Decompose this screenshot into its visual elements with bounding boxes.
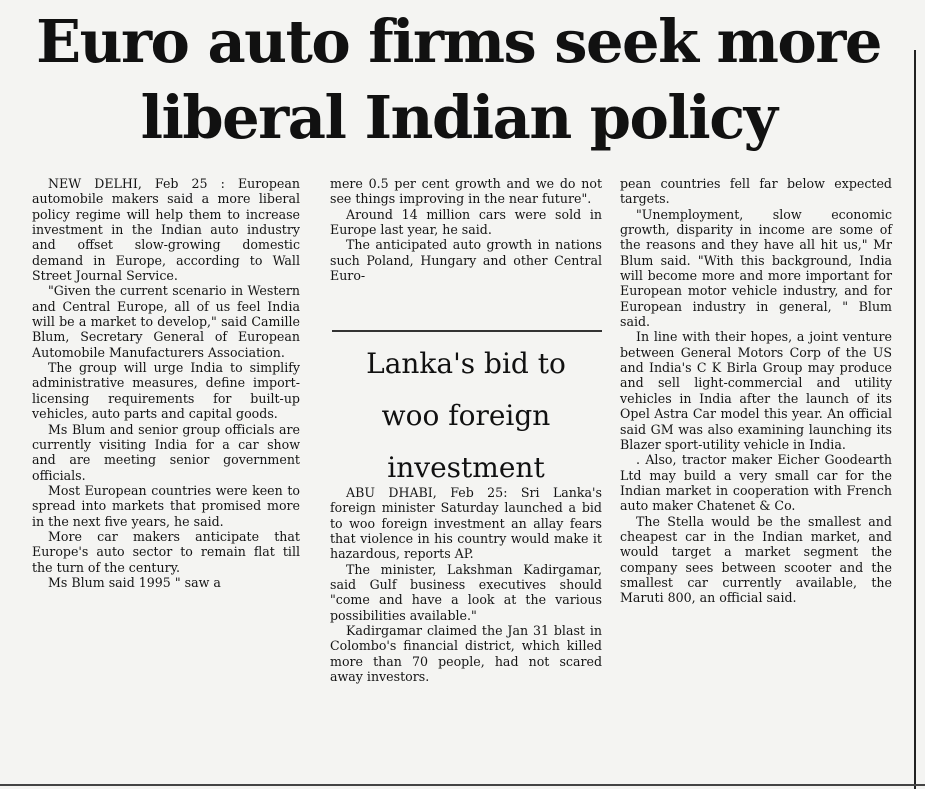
column-rule-right xyxy=(914,50,916,789)
article-paragraph: Ms Blum and senior group officials are currently visiting India for a car show and are meeting senior government officials. xyxy=(32,421,300,483)
article-paragraph: The minister, Lakshman Kadirgamar, said Gulf business executives should "come and have a look at the various possibilities available." xyxy=(330,561,602,623)
article-paragraph: Kadirgamar claimed the Jan 31 blast in Colombo's financial district, which killed more than 70 people, had not scared away investors. xyxy=(330,623,602,685)
article-paragraph: The Stella would be the smallest and cheapest car in the Indian market, and would target a market segment the company sees between scooter and the smallest car currently available, the Maruti 800, an official said. xyxy=(620,513,892,606)
article-paragraph: The anticipated auto growth in nations such Poland, Hungary and other Central Euro- xyxy=(330,237,602,284)
sub-headline-line-3: investment xyxy=(387,451,545,484)
article-paragraph: . Also, tractor maker Eicher Goodearth Ltd may build a very small car for the Indian market in cooperation with French auto maker Chatenet & Co. xyxy=(620,452,892,514)
article-paragraph: "Given the current scenario in Western and Central Europe, all of us feel India will be a market to develop," said Camille Blum, Secretary General of European Automobile Manufacturers Association. xyxy=(32,283,300,360)
article-paragraph: Around 14 million cars were sold in Europe last year, he said. xyxy=(330,206,602,238)
article-paragraph: More car makers anticipate that Europe's auto sector to remain flat till the turn of the century. xyxy=(32,528,300,575)
headline-line-1: Euro auto firms seek more xyxy=(36,7,881,76)
sub-story-body xyxy=(330,485,602,684)
article-paragraph: ABU DHABI, Feb 25: Sri Lanka's foreign minister Saturday launched a bid to woo foreign investment an allay fears that violence in his country would make it hazardous, reports AP. xyxy=(330,485,602,562)
sub-story-divider xyxy=(332,330,602,332)
headline-line-2: liberal Indian policy xyxy=(140,83,777,152)
article-paragraph: In line with their hopes, a joint venture between General Motors Corp of the US and India's C K Birla Group may produce and sell light-commercial and utility vehicles in India after the launch of its Opel Astra Car model this year. An official said GM was also examining launching its Blazer sport-utility vehicle in India. xyxy=(620,329,892,452)
main-headline xyxy=(6,4,911,156)
article-paragraph: Ms Blum said 1995 " saw a xyxy=(48,574,221,590)
sub-headline-line-1: Lanka's bid to xyxy=(366,347,566,380)
article-paragraph: pean countries fell far below expected targets. xyxy=(620,176,892,207)
article-paragraph: mere 0.5 per cent growth and we do not see things improving in the near future". xyxy=(330,176,602,207)
article-paragraph: "Unemployment, slow economic growth, disparity in income are some of the reasons and they have all hit us," Mr Blum said. "With this background, India will become more and more important for European motor vehicle industry, and for European industry in general, " Blum said. xyxy=(620,206,892,330)
page-rule-bottom xyxy=(0,784,925,786)
article-paragraph: The group will urge India to simplify administrative measures, define import-licensing requirements for built-up vehicles, auto parts and capital goods. xyxy=(32,360,300,422)
article-paragraph: NEW DELHI, Feb 25 : European automobile makers said a more liberal policy regime will help them to increase investment in the Indian auto industry and offset slow-growing domestic demand in Europe, according to Wall Street Journal Service. xyxy=(32,176,300,284)
main-story-column-3 xyxy=(620,176,892,606)
sub-story-headline xyxy=(330,338,602,494)
main-story-column-1 xyxy=(32,176,300,590)
main-story-column-2 xyxy=(330,176,602,283)
sub-headline-line-2: woo foreign xyxy=(381,399,551,432)
article-paragraph: Most European countries were keen to spread into markets that promised more in the next five years, he said. xyxy=(32,482,300,529)
